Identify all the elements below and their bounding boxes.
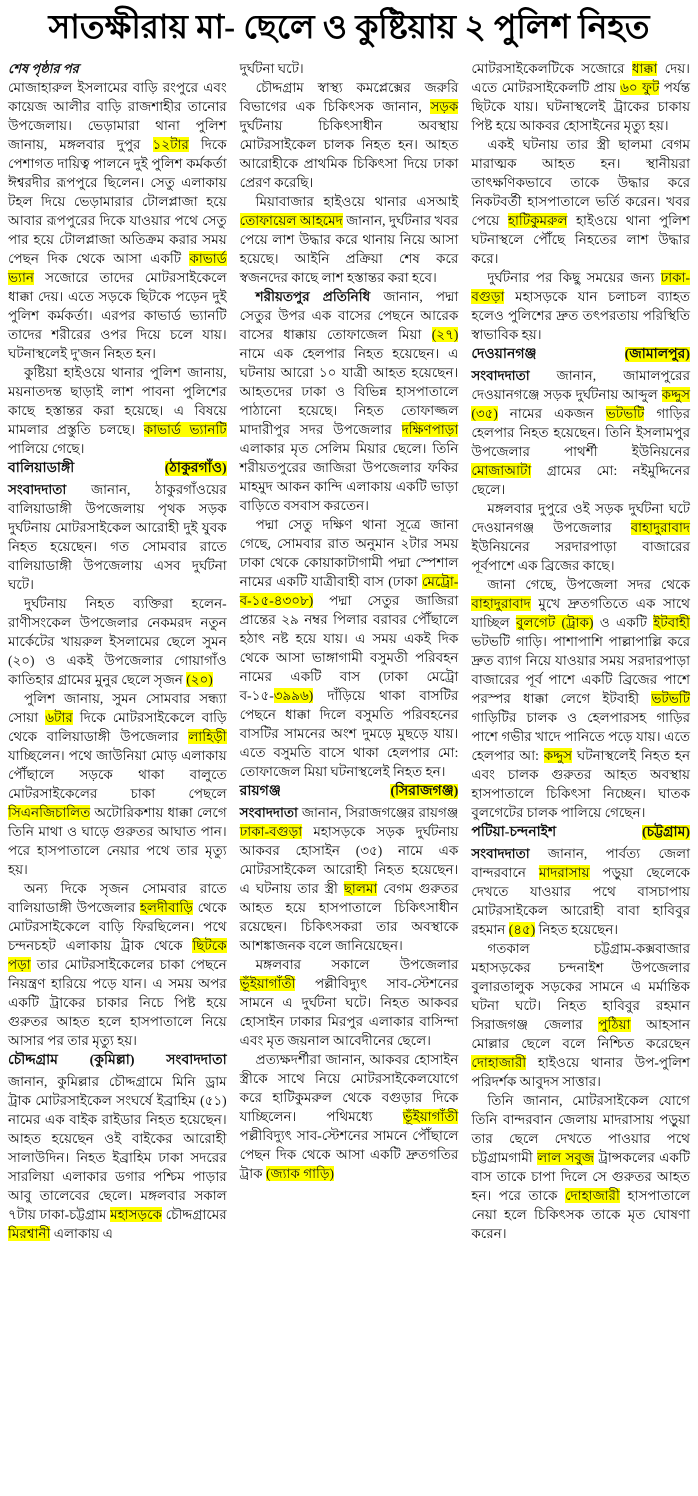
article-paragraph: তিনি জানান, মোটরসাইকেল যোগে তিনি বান্দরবান জেলায় মাদরাসায় পড়ুয়া তার ছেলে দেখতে পাওয়ার পথে চট্টগ্রামগামী লাল সবুজ ট্রান্সকলের একটি বাস তাকে চাপা দিলে সে গুরুতর আহত হন। পরে তাকে দোহাজারী হাসপাতালে নেয়া হলে চিকিৎসক তাকে মৃত ঘোষণা করেন।	[471, 1093, 691, 1242]
article-paragraph: সংবাদদাতা জানান, পার্বত্য জেলা বান্দরবানে মাদরাসায় পড়ুয়া ছেলেকে দেখতে যাওয়ার পথে বাসচাপায় মোটরসাইকেল আরোহী বাবা হাবিবুর রহমান (৪৫) নিহত হয়েছেন।	[471, 846, 691, 938]
highlighted-text: (২০)	[186, 672, 213, 688]
article-paragraph: মঙ্গলবার সকালে উপজেলার ভূঁইয়াগাঁতী পল্লীবিদ্যুৎ সাব-স্টেশনের সামনে এ দুর্ঘটনা ঘটে। নিহত আকবর হোসাইন ঢাকার মিরপুর এলাকার বাসিন্দা এবং মৃত জয়নাল আবেদীনের ছেলে।	[239, 957, 459, 1049]
byline-lead: সংবাদদাতা	[239, 805, 302, 821]
article-paragraph: মোটরসাইকেলটিকে সজোরে ধাক্কা দেয়। এতে মোটরসাইকেলটি প্রায় ৬০ ফুট পর্যন্ত ছিটকে যায়। ঘটনাস্থলেই ট্রাকের চাকায় পিষ্ট হয়ে আকবর হোসাইনের মৃত্যু হয়।	[471, 61, 691, 134]
highlighted-text: ভটভটি	[651, 691, 691, 707]
dateline-part: পটিয়া-চন্দনাইশ	[471, 825, 557, 841]
highlighted-text: মেট্রো-ব-১৫-৪৩০৮)	[239, 574, 459, 609]
highlighted-text: ঢাকা-বগুড়া	[239, 824, 303, 840]
dateline-part	[165, 459, 227, 479]
highlighted-text: লাহিড়ী	[188, 729, 227, 745]
highlighted-text: (চট্টগ্রাম)	[641, 825, 691, 841]
article-paragraph: সংবাদদাতা জানান, সিরাজগঞ্জের রায়গঞ্জ ঢাকা-বগুড়া মহাসড়কে সড়ক দুর্ঘটনায় আকবর হোসাইন (৩৫) নামে এক মোটরসাইকেল আরোহী নিহত হয়েছেন। এ ঘটনায় তার স্ত্রী ছালমা বেগম গুরুতর আহত হয়ে হাসপাতালে চিকিৎসাধীন রয়েছেন। চিকিৎসকরা তার অবস্থাকে আশঙ্কাজনক বলে জানিয়েছেন।	[239, 805, 459, 954]
headline: সাতক্ষীরায় মা- ছেলে ও কুষ্টিয়ায় ২ পুলিশ নিহত	[48, 10, 650, 46]
byline-lead: শরীয়তপুর প্রতিনিধি	[255, 289, 384, 305]
highlighted-text: বুলগেট (ট্রাক)	[516, 615, 594, 631]
article-paragraph: মঙ্গলবার দুপুরে ওই সড়ক দুর্ঘটনা ঘটে দেওয়ানগঞ্জ উপজেলার বাহাদুরাবাদ ইউনিয়নের সরদারপাড়া বাজারের পূর্বপাশে এক ব্রিজের কাছে।	[471, 501, 691, 574]
article-paragraph: জানান, কুমিল্লার চৌদ্দগ্রামে মিনি ড্রাম ট্রাক মোটরসাইকেল সংঘর্ষে ইব্রাহিম (৫১) নামের এক বাইক রাইডার নিহত হয়েছেন। আহত হয়েছেন ওই বাইকের আরোহী সালাউদিন। নিহত ইব্রাহিম ঢাকা সদরের সারলিয়া এলাকার ডগার পশ্চিম পাড়ার আবু তালেবের ছেলে। মঙ্গলবার সকাল ৭টায় ঢাকা-চট্টগ্রাম মহাসড়কে চৌদ্দগ্রামের মিরশ্বানী এলাকায় এ	[8, 1074, 227, 1242]
highlighted-text: কাভার্ড ভ্যানটি	[143, 422, 227, 438]
article-paragraph: পদ্মা সেতু দক্ষিণ থানা সূত্রে জানা গেছে, সোমবার রাত অনুমান ২টার সময় ঢাকা থেকে কোয়াকাটাগামী পদ্মা স্পেশাল নামের একটি যাত্রীবাহী বাস (ঢাকা মেট্রো-ব-১৫-৪৩০৮) পদ্মা সেতুর জাজিরা প্রান্তের ২৯ নম্বর পিলার বরাবর পৌঁছালে হঠাৎ নষ্ট হয়ে যায়। এ সময় একই দিক থেকে আসা ভাঙ্গাগামী বসুমতী পরিবহন নামের একটি বাস (ঢাকা মেট্রো ব-১৫-৩৯৯৬) দাঁড়িয়ে থাকা বাসটির পেছনে ধাক্কা দিলে বসুমতি পরিবহনের বাসটির সামনের অংশ দুমড়ে মুছড়ে যায়। এতে বসুমতি বাসে থাকা হেলপার মো: তোফাজেল মিয়া ঘটনাস্থলেই নিহত হন।	[239, 517, 459, 780]
highlighted-text: কদ্দুস (৩৫)	[471, 387, 691, 422]
highlighted-text: সড়ক	[430, 99, 459, 115]
highlighted-text: দোহাজারী	[471, 1055, 527, 1071]
highlighted-text: বাহাদুরাবাদ	[630, 520, 691, 536]
article-column-2	[240, 59, 459, 1183]
highlighted-text: (ঠাকুরগাঁও)	[164, 461, 227, 477]
dateline-part	[642, 823, 690, 843]
highlighted-text: ছালমা	[343, 881, 378, 897]
article-column-3	[471, 59, 690, 1243]
dateline-part: (কুমিল্লা)	[89, 1053, 135, 1069]
highlighted-text: ১২টার	[152, 137, 189, 153]
highlighted-text: (৪৫)	[508, 922, 536, 938]
dateline-part: সংবাদদাতা	[166, 1053, 227, 1069]
highlighted-text: বাহাদুরাবাদ	[471, 596, 531, 612]
dateline-subhead	[8, 459, 227, 479]
highlighted-text: (২৭)	[431, 327, 459, 343]
dateline-subhead	[471, 823, 690, 843]
dateline-part: দেওয়ানগঞ্জ	[471, 347, 537, 363]
highlighted-text: সিএনজিচালিত	[8, 805, 91, 821]
article-paragraph: জানা গেছে, উপজেলা সদর থেকে বাহাদুরাবাদ মুখে দ্রুতগতিতে এক সাথে যাচ্ছিল বুলগেট (ট্রাক) ও একটি ইটবাহী ভটভটি গাড়ি। পাশাপাশি পাল্লাপাল্লি করে দ্রুত ব্যাগ নিয়ে যাওয়ার সময় সরদারপাড়া বাজারের পূর্ব পাশে একটি ব্রিজের পাশে পরস্পর ধাক্কা লেগে ইটবাহী ভটভটি গাড়িটির চালক ও হেলপারসহ গাড়ির পাশে গভীর খাদে পানিতে পড়ে যায়। এতে হেলপার আ: কদ্দুস ঘটনাস্থলেই নিহত হন এবং চালক গুরুতর আহত অবস্থায় হাসপাতালে চিকিৎসা নিচ্ছেন। ঘাতক বুলগেটের চালক পালিয়ে গেছেন।	[471, 577, 691, 821]
article-paragraph: দুর্ঘটনায় নিহত ব্যক্তিরা হলেন- রাণীসংকেল উপজেলার নেকমরদ নতুন মার্কেটের খায়রুল ইসলামের ছেলে সুমন (২০) ও একই উপজেলার গোয়াগাঁও কাতিহার গ্রামের মুনুর ছেলে সৃজন (২০)	[8, 596, 227, 688]
highlighted-text: হলদীবাড়ি	[139, 900, 193, 916]
article-paragraph: দুর্ঘটনা ঘটে।	[239, 61, 304, 77]
article-paragraph: পুলিশ জানায়, সুমন সোমবার সন্ধ্যা সোয়া ৬টার দিকে মোটরসাইকেলে বাড়ি থেকে বালিয়াডাঙ্গী উপজেলার লাহিড়ী যাচ্ছিলেন। পথে জাউনিয়া মোড় এলাকায় পৌঁছালে সড়কে থাকা বালুতে মোটরসাইকেলের চাকা পেছলে সিএনজিচালিত অটোরিকশায় ধাক্কা লেগে তিনি মাথা ও ঘাড়ে গুরুতর আঘাত পান। পরে হাসপাতালে নেয়ার পথে তার মৃত্যু হয়।	[8, 691, 227, 878]
highlighted-text: ভটভটি	[605, 406, 645, 422]
continued-from-note: শেষ পৃষ্ঠার পর	[8, 61, 79, 77]
article-paragraph: প্রত্যক্ষদর্শীরা জানান, আকবর হোসাইন স্ত্রীকে সাথে নিয়ে মোটরসাইকেলযোগে করে হাটিকুমরুল থেকে বগুড়ার দিকে যাচ্ছিলেন। পথিমধ্যে ভূঁইয়াগাঁতী পল্লীবিদ্যুৎ সাব-স্টেশনের সামনে পৌঁছালে পেছন দিক থেকে আসা একটি দ্রুতগতির ট্রাক (জ্যাক গাড়ি)	[239, 1052, 459, 1182]
article-paragraph: চৌদ্দগ্রাম স্বাস্থ্য কমপ্লেক্সের জরুরি বিভাগের এক চিকিৎসক জানান, সড়ক দুর্ঘটনায় চিকিৎসাধীন অবস্থায় মোটরসাইকেল চালক নিহত হন। আহত আরোহীকে প্রাথমিক চিকিৎসা দিয়ে ঢাকা প্রেরণ করেছি।	[239, 80, 459, 191]
article-columns	[8, 59, 690, 1243]
byline-lead: সংবাদদাতা	[471, 846, 548, 862]
highlighted-text: দক্ষিণপাড়া	[401, 422, 459, 438]
dateline-part: চৌদ্দগ্রাম	[8, 1053, 58, 1069]
highlighted-text: ধাক্কা	[631, 61, 658, 77]
highlighted-text: হাটিকুমরুল	[507, 213, 568, 229]
dateline-part: রায়গঞ্জ	[239, 784, 281, 800]
highlighted-text: (সিরাজগঞ্জ)	[390, 784, 459, 800]
highlighted-text: দোহাজারী	[565, 1188, 620, 1204]
dateline-subhead	[8, 1051, 227, 1071]
highlighted-text: ভূঁইয়াগাঁতী	[239, 976, 296, 992]
article-paragraph: কুষ্টিয়া হাইওয়ে থানার পুলিশ জানায়, ময়নাতদন্ত ছাড়াই লাশ পাবনা পুলিশের কাছে হস্তান্তর করা হয়েছে। এ বিষয়ে মামলার প্রস্তুতি চলছে। কাভার্ড ভ্যানটি পালিয়ে গেছে।	[8, 365, 227, 457]
highlighted-text: ছিটকে পড়া	[8, 938, 227, 973]
highlighted-text: মহাসড়কে	[110, 1207, 163, 1223]
highlighted-text: ঢাকা-বগুড়া	[471, 270, 691, 305]
dateline-subhead	[471, 345, 690, 365]
highlighted-text: তোফায়েল আহমেদ	[239, 213, 343, 229]
highlighted-text: মাদরাসায়	[538, 865, 590, 881]
article-paragraph: মোজাহারুল ইসলামের বাড়ি রংপুরে এবং কায়েজ আলীর বাড়ি রাজশাহীর তানোর উপজেলায়। ভেড়ামারা থানা পুলিশ জানায়, মঙ্গলবার দুপুর ১২টার দিকে পেশাগত দায়িত্ব পালনে দুই পুলিশ কর্মকর্তা ঈশ্বরদীর রূপপুরে ছিলেন। সেতু এলাকায় টহল দিয়ে ভেড়ামারার টোলপ্লাজা হয়ে আবার রূপপুরের দিকে যাওয়ার পথে সেতু পার হয়ে টোলপ্লাজা অতিক্রম করার সময় পেছন দিক থেকে আসা একটি কাভার্ড ভ্যান সজোরে তাদের মোটরসাইকেলে ধাক্কা দেয়। এতে সড়কে ছিটকে পড়েন দুই পুলিশ কর্মকর্তা। এরপর কাভার্ড ভ্যানটি তাদের শরীরের ওপর দিয়ে চলে যায়। ঘটনাস্থলেই দু'জন নিহত হন।	[8, 80, 227, 362]
dateline-part	[390, 782, 458, 802]
article-paragraph: অন্য দিকে সৃজন সোমবার রাতে বালিয়াডাঙ্গী উপজেলার হলদীবাড়ি থেকে মোটরসাইকেলে বাড়ি ফিরছিলেন। পথে চন্দনচহট এলাকায় ট্রাক থেকে ছিটকে পড়া তার মোটরসাইকেলের চাকা পেছনে নিয়ন্ত্রণ হারিয়ে পড়ে যান। এ সময় অপর একটি ট্রাকের চাকার নিচে পিষ্ট হয়ে গুরুতর আহত হলে হাসপাতালে নিয়ে আসার পর তার মৃত্যু হয়।	[8, 881, 227, 1049]
highlighted-text: মিরশ্বানী	[8, 1226, 51, 1242]
highlighted-text: (জামালপুর)	[624, 347, 691, 363]
article-paragraph: দুর্ঘটনার পর কিছু সময়ের জন্য ঢাকা-বগুড়া মহাসড়কে যান চলাচল ব্যাহত হলেও পুলিশের দ্রুত তৎপরতায় পরিস্থিতি স্বাভাবিক হয়।	[471, 270, 691, 343]
article-paragraph: সংবাদদাতা জানান, জামালপুরের দেওয়ানগঞ্জে সড়ক দুর্ঘটনায় আব্দুল কদ্দুস (৩৫) নামের একজন ভটভটি গাড়ির হেলপার নিহত হয়েছেন। তিনি ইসলামপুর উপজেলার পাথর্শী ইউনিয়নের মোজাআটা গ্রামের মো: নইমুদ্দিনের ছেলে।	[471, 368, 691, 498]
highlighted-text: (জ্যাক গাড়ি)	[266, 1166, 334, 1182]
highlighted-text: ইটবাহী	[653, 615, 691, 631]
article-paragraph: সংবাদদাতা জানান, ঠাকুরগাঁওয়ের বালিয়াডাঙ্গী উপজেলায় পৃথক সড়ক দুর্ঘটনায় মোটরসাইকেল আরোহী দুই যুবক নিহত হয়েছেন। গত সোমবার রাতে বালিয়াডাঙ্গী উপজেলায় এসব দুর্ঘটনা ঘটে।	[8, 482, 227, 593]
highlighted-text: ৩৯৯৬)	[273, 688, 314, 704]
highlighted-text: মোজাআটা	[471, 463, 532, 479]
highlighted-text: ভূঁইয়াগাঁতী	[402, 1109, 459, 1125]
article-paragraph: মিয়াবাজার হাইওয়ে থানার এসআই তোফায়েল আহমেদ জানান, দুর্ঘটনার খবর পেয়ে লাশ উদ্ধার করে থানায় নিয়ে আসা হয়েছে। আইনি প্রক্রিয়া শেষ করে স্বজনদের কাছে লাশ হস্তান্তর করা হবে।	[239, 194, 459, 286]
article-paragraph: একই ঘটনায় তার স্ত্রী ছালমা বেগম মারাত্মক আহত হন। স্থানীয়রা তাৎক্ষণিকভাবে তাকে উদ্ধার করে নিকটবর্তী হাসপাতালে ভর্তি করেন। খবর পেয়ে হাটিকুমরুল হাইওয়ে থানা পুলিশ ঘটনাস্থলে পৌঁছে নিহতের লাশ উদ্ধার করে।	[471, 137, 691, 267]
article-paragraph: গতকাল চট্টগ্রাম-কক্সবাজার মহাসড়কের চন্দনাইশ উপজেলার বুলারতালুক সড়কের সামনে এ মর্মান্তিক ঘটনা ঘটে। নিহত হাবিবুর রহমান সিরাজগঞ্জ জেলার পুঠিয়া আহসান মোল্লার ছেলে বলে নিশ্চিত করেছেন দোহাজারী হাইওয়ে থানার উপ-পুলিশ পরিদর্শক আবুদস সাত্তার।	[471, 941, 691, 1090]
highlighted-text: ৬০ ফুট	[620, 80, 660, 96]
article-column-1	[8, 59, 227, 1243]
dateline-part: বালিয়াডাঙ্গী	[8, 461, 75, 477]
article-paragraph: শরীয়তপুর প্রতিনিধি জানান, পদ্মা সেতুর উপর এক বাসের পেছনে আরেক বাসের ধাক্কায় তোফাজেল মিয়া (২৭) নামে এক হেলপার নিহত হয়েছেন। এ ঘটনায় আরো ১০ যাত্রী আহত হয়েছেন। আহতদের ঢাকা ও বিভিন্ন হাসপাতালে পাঠানো হয়েছে। নিহত তোফাজ্জল মাদারীপুর সদর উপজেলার দক্ষিণপাড়া এলাকার মৃত সেলিম মিয়ার ছেলে। তিনি শরীয়তপুরের জাজিরা উপজেলার ফকির মাহমুদ আকন কান্দি এলাকায় একটি ভাড়া বাড়িতে বসবাস করতেন।	[239, 289, 459, 514]
highlighted-text: ৬টার	[45, 710, 73, 726]
highlighted-text: কাভার্ড ভ্যান	[8, 251, 227, 286]
byline-lead: সংবাদদাতা	[471, 368, 557, 384]
highlighted-text: কদ্দুস	[543, 748, 573, 764]
highlighted-text: পুঠিয়া	[598, 1017, 631, 1033]
byline-lead: সংবাদদাতা	[8, 482, 92, 498]
highlighted-text: লাল সবুজ	[537, 1150, 594, 1166]
dateline-part	[625, 345, 690, 365]
dateline-subhead	[240, 782, 459, 802]
